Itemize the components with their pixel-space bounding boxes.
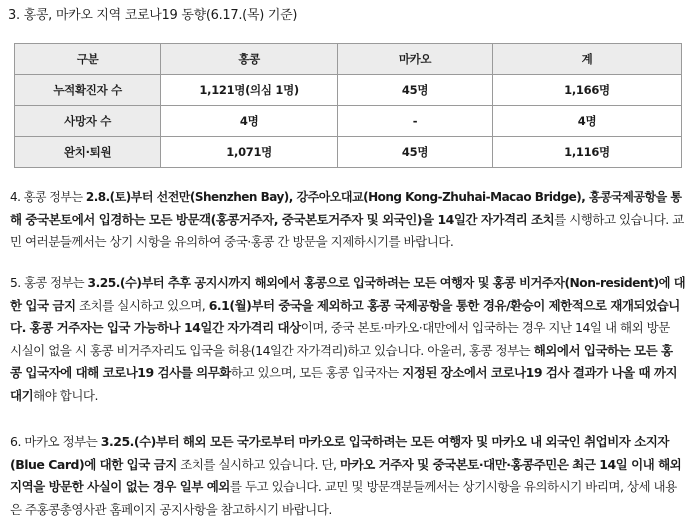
table-header-category: 구분 (15, 44, 161, 75)
section-4-text: 4. 홍콩 정부는 (10, 190, 86, 204)
section-6-text: 를 두고 있습니다. 교민 및 방문객분들께서는 상기시항을 유의하시기 바리며, 상세 내용 (229, 479, 677, 494)
section-4-paragraph (10, 186, 690, 254)
section-5-text: 5. 홍콩 정부는 (10, 276, 88, 290)
table-row (15, 106, 682, 137)
cell-macau-deaths: - (338, 106, 493, 137)
row-label-recovered: 완치·퇴원 (15, 137, 161, 168)
section-5-highlight: 6.1(월)부터 중국을 제외하고 홍콩 국제공항을 통한 경유/환승이 제한적으로 재개되었습니 (208, 297, 680, 313)
section-3-title: 3. 홍콩, 마카오 지역 코로나19 동향(6.17.(목) 기준) (8, 8, 298, 23)
section-5-highlight: 해외에서 입국하는 모든 홍 (533, 342, 673, 358)
section-6-text: 6. 마카오 정부는 (10, 434, 101, 449)
section-5-text: 시실이 없을 시 홍콩 비거주자리도 입국을 허용(14일간 자가격리)하고 있습니다. 아울러, 홍콩 정부는 (10, 342, 534, 358)
cell-macau-confirmed: 45명 (338, 75, 493, 106)
table-header-macau: 마카오 (338, 44, 493, 75)
table-header-total: 계 (493, 44, 682, 75)
section-5-text: 해야 합니다. (33, 387, 98, 403)
row-label-deaths: 사망자 수 (15, 106, 161, 137)
cell-hongkong-deaths: 4명 (161, 106, 338, 137)
section-5-highlight: 한 입국 금지 (10, 297, 76, 313)
section-6-highlight: 3.25.(수)부터 해외 모든 국가로부터 마카오로 입국하려는 모든 여행자 및 마카오 내 외국인 취업비자 소지자 (100, 434, 669, 449)
section-5-highlight: 다. 홍콩 거주자는 입국 가능하나 14일간 자가격리 대상 (10, 320, 301, 335)
row-label-confirmed: 누적확진자 수 (15, 75, 161, 106)
section-5-paragraph (10, 272, 690, 407)
cell-total-deaths: 4명 (493, 106, 682, 137)
section-4-highlight: 해 중국본토에서 입경하는 모든 방문객(홍콩거주자, 중국본토거주자 및 외국인)을 14일간 자가격리 조치 (10, 211, 555, 227)
section-4-highlight: 2.8.(토)부터 선전만(Shenzhen Bay), 강주아오대교(Hong Kong-Zhuhai-Macao Bridge), 홍콩국제공항을 통 (85, 190, 682, 204)
table-row (15, 75, 682, 106)
section-4-text: 를 시행하고 있습니다. 교 (554, 211, 684, 227)
section-6-highlight: 지역을 방문한 사실이 없는 경우 일부 예외 (10, 479, 230, 494)
section-6-highlight: (Blue Card)에 대한 입국 금지 (10, 456, 177, 472)
section-6-text: 은 주홍콩총영사관 홈페이지 공지사항을 참고하시기 바랍니다. (10, 501, 332, 517)
section-5-highlight: 콩 입국자에 대해 코로나19 검사를 의무화 (10, 365, 231, 380)
section-5-text: 하고 있으며, 모든 홍콩 입국자는 (230, 365, 403, 380)
cell-total-confirmed: 1,166명 (493, 75, 682, 106)
section-6-paragraph (10, 431, 690, 521)
section-4-text: 민 여러분들께서는 상기 시항을 유의하여 중국·홍콩 간 방문을 지제하시기를 바랍니다. (10, 234, 454, 249)
section-5-text: 이며, 중국 본토·마카오·대만에서 입국하는 경우 지난 14일 내 해외 방문 (300, 320, 670, 335)
section-5-highlight: 대기 (10, 387, 34, 403)
cell-macau-recovered: 45명 (338, 137, 493, 168)
covid-stats-table (14, 43, 682, 168)
table-row (15, 137, 682, 168)
section-5-text: 조치를 실시하고 있으며, (75, 297, 209, 313)
section-6-text: 조치를 실시하고 있습니다. 단, (176, 456, 340, 472)
cell-hongkong-confirmed: 1,121명(의심 1명) (161, 75, 338, 106)
table-header-hongkong: 홍콩 (161, 44, 338, 75)
cell-total-recovered: 1,116명 (493, 137, 682, 168)
cell-hongkong-recovered: 1,071명 (161, 137, 338, 168)
section-6-highlight: 마카오 거주자 및 중국본토·대만·홍콩주민은 최근 14일 이내 해외 (340, 456, 682, 472)
table-header-row (15, 44, 682, 75)
section-5-highlight: 지정된 장소에서 코로나19 검사 결과가 나올 때 까지 (402, 365, 678, 380)
section-5-highlight: 3.25.(수)부터 추후 공지시까지 해외에서 홍콩으로 입국하려는 모든 여행자 및 홍콩 비거주자(Non-resident)에 대 (87, 276, 686, 290)
